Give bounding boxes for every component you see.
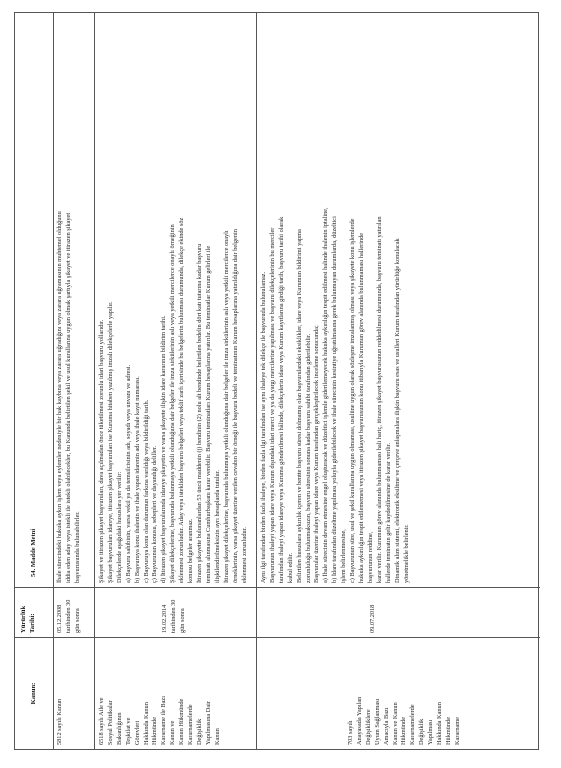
cell-kanun bbox=[53, 637, 94, 749]
cell-line: Şikayet başvuruları idareye, itirazen şikayet başvuruları ise Kuruma hitaben yazılmış imzalı dilekçelerle yapılır. bbox=[106, 301, 114, 583]
cell-line: c) Başvuruya konu olan durumun farkına varıldığı veya bildirildiği tarih. bbox=[142, 399, 150, 583]
table-header-row bbox=[15, 13, 54, 749]
cell-line: 05.12.2008 bbox=[56, 604, 63, 633]
cell-line: İtirazen şikayette bulunanlardan 53 üncü maddenin (j) bendinin (2) nolu alt bendinde belirtilen bedelin dört katı tutarına kadar başvuru bbox=[195, 243, 203, 583]
cell-line: c) Başvurunun süre, usul ve şekil kurallarına uygun olmaması, usulüne uygun olarak sözleşme imzalanmış olması veya şikayete konu işlemlerde bbox=[349, 218, 357, 583]
cell-line: başvurusunda bulunabilirler. bbox=[73, 511, 81, 583]
cell-line: Kararnamelerde bbox=[409, 704, 417, 745]
cell-line: Kararname bbox=[453, 717, 461, 745]
cell-line: a) İhale sürecinin devam etmesine engel oluşturacak ve düzeltici işlemle giderilemeyecek hukuka aykırılığın tespit edilmesi halinde ihalenin iptaline, bbox=[322, 207, 330, 583]
cell-tarih bbox=[257, 587, 540, 637]
cell-line: Değişiklik bbox=[195, 718, 203, 745]
cell-line: Bakanlığının bbox=[115, 712, 123, 745]
cell-line: Kanun ve bbox=[169, 720, 177, 745]
cell-tarih bbox=[53, 587, 94, 637]
cell-line: 09.07.2018 bbox=[369, 604, 376, 633]
cell-line: 19.02.2014 bbox=[161, 604, 168, 633]
cell-line: Kararname ile Bazı bbox=[160, 696, 168, 745]
cell-line: Yapılmasına Dair bbox=[204, 701, 212, 745]
table-row-703 bbox=[257, 13, 540, 749]
cell-line: İhale sürecindeki hukuka aykırı işlem veya eylemler nedeniyle bir hak kaybına veya zarara uğradığını veya zarara uğramasının muhtemel olduğunu bbox=[56, 211, 63, 583]
cell-line: teminatı alınmasına Cumhurbaşkanı karar verebilir. Başvuru teminatları Kurum hesaplarına yatırılır. Bu teminatlar Kurum gelirleri ile bbox=[204, 245, 212, 583]
cell-line: Kararnamelerde bbox=[187, 704, 195, 745]
table-row-5812 bbox=[53, 13, 95, 749]
cell-line: Sosyal Politikalar bbox=[106, 700, 114, 745]
cell-line: Kanun ve Kanun bbox=[391, 702, 399, 745]
cell-line: Dilekçelerde aşağıdaki hususlara yer verilir: bbox=[115, 471, 123, 583]
cell-line: zorunluluğu bulunmaksızın, başvuru süresinin sonuna kadar başvuru sahibi tarafından giderilebilir. bbox=[304, 333, 312, 583]
cell-kanun bbox=[257, 637, 540, 749]
cell-metin bbox=[53, 13, 94, 587]
cell-line: Belirtilen hususlara aykırılık içeren ve bentte başvuru süresi dolmamış olan başvurulardaki eksiklikler, idare veya Kurumun bildirimi yapma bbox=[295, 229, 303, 583]
cell-line: başvurunun reddine, bbox=[366, 531, 374, 583]
cell-metin bbox=[257, 13, 540, 587]
cell-line: Değişiklik bbox=[418, 718, 426, 745]
cell-line: tarihinden 30 bbox=[64, 599, 72, 633]
cell-line: Uyum Sağlanması bbox=[373, 698, 381, 745]
cell-line: Görevleri bbox=[133, 720, 141, 745]
cell-line: Hakkında Kanun bbox=[436, 702, 444, 745]
cell-line: eklenmesi zorunludur. bbox=[240, 527, 248, 583]
header-madde-metni: 54. Madde Metni bbox=[30, 528, 37, 577]
cell-line: b) Başvuruya konu ihalenin ve ihale yapan idarenin adı veya ihale kayıt numarası. bbox=[133, 376, 141, 583]
cell-line: Amacıyla Bazı bbox=[382, 707, 390, 745]
cell-line: Aynı ilgi tarafından birden fazla ihaleye, birden fazla ilgi tarafından ise aynı ihaleye tek dilekçe ile başvuruda bulunulamaz. bbox=[260, 271, 267, 583]
cell-line: a) Başvuru sahibinin, varsa vekil ya da temsilcisinin adı, soyadı veya unvanı ve adresi. bbox=[124, 364, 132, 583]
cell-line: Kanun Hükmünde bbox=[178, 698, 186, 745]
cell-line: ç) Başvurunun konusu, sebepleri ve dayandığı deliller. bbox=[151, 445, 159, 583]
header-tarih: Yürürlük Tarihi: bbox=[15, 587, 53, 637]
cell-line: 5812 sayılı Kanun bbox=[56, 698, 63, 745]
cell-line: yönetmelikle belirlenir. bbox=[402, 524, 410, 583]
cell-line: Başvurunun ihaleyi yapan idare veya Kurum dışındaki idari merci ve ya da yargı mercilerine yapılması ve başvuru dilekçelerinin bu merciler bbox=[268, 227, 276, 583]
cell-line: Kanun bbox=[213, 728, 221, 745]
cell-line: hallerde teminatın gelir kaydedilmesine de karar verilir. bbox=[384, 442, 392, 583]
cell-line: Hakkında Kanun bbox=[142, 702, 150, 745]
cell-line: örneklerinin, varsa şikayet üzerine verilen cevabın bir örneği ile başvuru bedeli ve teminatının Kurum hesaplarına yatırıldığına dair belgenin bbox=[231, 229, 239, 583]
cell-line: İtirazen şikayet dilekçelerine, başvuruda bulunmaya yetkili olunduğuna dair belgeler ile imza sirkülerinin aslı veya yetkili mercilerce onaylı bbox=[222, 230, 230, 583]
cell-line: iddia eden aday veya istekli ile istekli olabilecekler, bu Kanunda belirtilen şekil ve usul kurallarına uygun olmak şartıyla şikayet ve itirazen şikayet bbox=[64, 212, 72, 583]
cell-tarih bbox=[95, 587, 256, 637]
law-article-table bbox=[14, 12, 539, 750]
cell-line: d) İtirazen şikayet başvurularında idareye şikayetin ve varsa şikayete ilişkin idare kararının bildirim tarihi. bbox=[160, 315, 168, 583]
cell-line: Dinamik alım sistemi, elektronik eksiltme ve çerçeve anlaşmalara ilişkin başvuru esas ve usulleri Kurum tarafından yürürlüğe konulacak bbox=[393, 238, 401, 583]
header-kanun: Kanun: bbox=[15, 637, 53, 749]
cell-line: eklenmesi zorunludur. Aday veya istekliden başvuru belgeleri veya teklif zarfı içerisinde bu belgelerin bulunması durumunda, dilekçe ekinde söz bbox=[178, 217, 186, 583]
cell-line: gün sonra bbox=[178, 608, 186, 633]
cell-line: kabul edilir. bbox=[286, 552, 294, 583]
cell-line: Başvurular üzerine ihaleyi yapan idare veya Kurum tarafından gerçekleştirilecek inceleme sonucunda; bbox=[313, 325, 321, 583]
cell-line: işlem belirlenmesine, bbox=[340, 529, 348, 583]
cell-line: ilişkilendirilmeksizin ayrı hesaplarda tutulur. bbox=[213, 470, 221, 583]
table-row-6518 bbox=[95, 13, 257, 749]
cell-metin bbox=[95, 13, 256, 587]
cell-line: Şikayet ve itirazen şikayet başvuruları, dava açılmadan önce tüketilmesi zorunlu idari başvuru yollarıdır. bbox=[98, 319, 105, 583]
cell-line: 703 sayılı bbox=[347, 720, 354, 745]
cell-line: 6518 sayılı Aile ve bbox=[98, 697, 105, 745]
cell-line: hukuka aykırılığın tespit edilememesi veya itirazen şikayet başvurusunun konu itibarıyla Kurumun görev alanında bulunmaması hallerinde bbox=[357, 232, 365, 583]
cell-line: Hükmünde bbox=[444, 717, 452, 745]
cell-line: Hükmünde bbox=[151, 717, 159, 745]
cell-line: Anayasada Yapılan bbox=[355, 696, 363, 745]
cell-line: karar verilir. Kurumun görev alanında bulunmaması hali hariç, itirazen şikayet başvurusunun reddedilmesi durumunda, başvuru teminatı yatırılan bbox=[375, 216, 383, 583]
cell-line: konusu belgeler aranmaz. bbox=[187, 518, 195, 583]
cell-line: tarafından ihaleyi yapan idareye veya Kuruma gönderilmesi hâlinde, dilekçelerin idare veya Kurum kayıtlarına girdiği tarih, başvuru tarihi olarak bbox=[277, 216, 285, 583]
cell-line: Hükmünde bbox=[400, 717, 408, 745]
cell-line: b) İdare tarafından düzeltme yapılması yoluyla giderilebilecek ve ihale sürecinin kesintiye uğratılmasına gerek bulunmayan durumlarda, düzeltici bbox=[331, 216, 339, 583]
cell-line: gün sonra bbox=[73, 608, 81, 633]
cell-line: Değişikliklere bbox=[364, 709, 372, 745]
cell-line: Yapılması bbox=[427, 719, 435, 745]
cell-line: Şikayet dilekçelerine, başvuruda bulunmaya yetkili olunduğuna dair belgeler ile imza sirkülerinin aslı veya yetkili mercilerce onaylı örneğinin bbox=[169, 224, 177, 583]
cell-line: Teşkilat ve bbox=[124, 717, 132, 745]
cell-kanun bbox=[95, 637, 256, 749]
cell-line: tarihinden 30 bbox=[169, 599, 177, 633]
